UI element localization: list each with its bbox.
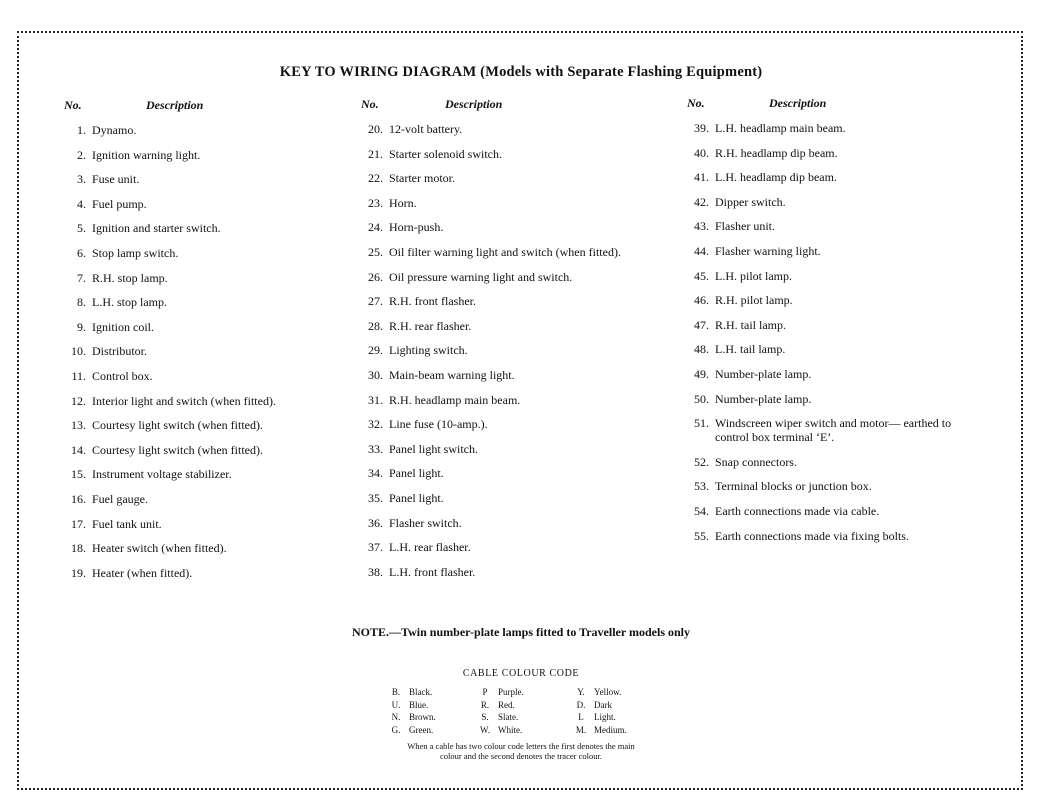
footnote-line-1: When a cable has two colour code letters the first denotes the main [407,741,635,751]
key-item-description: Courtesy light switch (when fitted). [92,418,263,433]
colour-code-name: Purple. [498,687,524,697]
column-header [687,96,987,116]
key-item-number: 19. [71,565,86,580]
key-list [361,122,681,579]
key-item-number: 9. [77,319,86,334]
key-item-number: 15. [71,467,86,482]
key-item [64,394,384,408]
key-item-number: 10. [71,344,86,359]
colour-code-letter: B. [391,687,401,697]
key-item-description: Distributor. [92,344,148,359]
colour-code-letter: L [578,712,584,722]
key-item-description: Instrument voltage stabilizer. [92,467,232,482]
key-item-description: Starter motor. [389,171,455,186]
key-item-description: Ignition and starter switch. [92,221,221,236]
key-item-number: 27. [368,294,383,309]
key-item [64,369,384,383]
key-item-description: Lighting switch. [389,343,468,358]
key-item-description: L.H. tail lamp. [715,342,786,357]
key-item [361,540,681,554]
key-item-number: 29. [368,343,383,358]
colour-code-letter: P [482,687,488,697]
key-item [64,172,384,186]
key-item-number: 37. [368,540,383,555]
key-item [687,146,987,160]
key-column-3 [687,96,987,553]
key-item-description: Panel light switch. [389,441,478,456]
key-item-number: 39. [694,121,709,135]
key-item-description: Number-plate lamp. [715,366,812,381]
key-item [361,245,681,259]
key-item-description: L.H. headlamp dip beam. [715,170,837,185]
key-item-description: R.H. headlamp main beam. [389,392,521,407]
key-item-description: Snap connectors. [715,454,797,469]
key-item-number: 4. [77,196,86,211]
key-item-description: L.H. rear flasher. [389,540,471,555]
key-item-description: Horn-push. [389,220,444,235]
footnote-line-2: colour and the second denotes the tracer colour. [440,751,602,761]
key-item [687,219,987,233]
colour-code-letter: N. [391,712,401,722]
key-item [64,295,384,309]
key-item-number: 11. [71,368,86,383]
page-title: KEY TO WIRING DIAGRAM (Models with Separate Flashing Equipment) [279,64,763,80]
key-item-number: 14. [71,442,86,457]
header-description: Description [769,96,827,110]
key-item-number: 28. [368,318,383,333]
key-item-description: Ignition warning light. [92,147,201,162]
key-item-number: 36. [368,515,383,530]
key-item-number: 41. [694,170,709,185]
key-item [687,293,987,307]
key-item [687,455,987,469]
key-item-number: 8. [77,295,86,310]
key-item [64,271,384,285]
key-item-number: 50. [694,391,709,406]
key-item-number: 42. [694,194,709,209]
key-item [687,195,987,209]
colour-code-name: Black. [409,687,433,697]
key-item [361,491,681,505]
colour-code-name: Light. [594,712,616,722]
key-item [64,320,384,334]
key-item-description: Fuse unit. [92,172,140,187]
key-item-description: Ignition coil. [92,319,154,334]
key-list [687,121,987,543]
column-header [64,98,384,118]
key-column-1 [64,98,384,590]
key-item-description: Fuel tank unit. [92,516,162,531]
key-item-number: 16. [71,491,86,506]
key-column-2 [361,97,681,589]
column-header [361,97,681,117]
key-item [64,517,384,531]
key-item-description: Panel light. [389,490,444,505]
key-item-description: Heater switch (when fitted). [92,541,227,556]
colour-code-name: Blue. [409,699,429,710]
key-item [361,343,681,357]
key-item-description: L.H. pilot lamp. [715,268,792,283]
key-item-description: Stop lamp switch. [92,245,179,260]
colour-code-letter: M. [575,724,587,735]
key-item [361,393,681,407]
key-item-number: 18. [71,541,86,556]
key-item-number: 48. [694,342,709,357]
key-item-number: 46. [694,293,709,308]
key-item-number: 7. [77,270,86,285]
key-item-description: 12-volt battery. [389,122,463,136]
key-item-number: 55. [694,528,709,543]
key-item-number: 38. [368,564,383,579]
key-item [64,246,384,260]
colour-code-name: Medium. [594,724,627,735]
key-item-description: R.H. front flasher. [389,294,476,309]
header-description: Description [445,97,503,111]
key-item-description: Courtesy light switch (when fitted). [92,442,263,457]
key-item [64,541,384,555]
key-item [687,367,987,381]
key-item-number: 47. [694,317,709,332]
key-item-description: L.H. stop lamp. [92,295,167,310]
header-no: No. [687,96,705,110]
key-item [361,171,681,185]
note: NOTE.—Twin number-plate lamps fitted to Traveller models only [352,625,690,639]
key-item-description: L.H. headlamp main beam. [715,121,846,135]
key-item [361,516,681,530]
key-item [64,344,384,358]
key-item-description: L.H. front flasher. [389,564,476,579]
key-item [361,270,681,284]
key-list [64,123,384,580]
key-item [361,122,681,136]
key-item-number: 35. [368,490,383,505]
key-item-description: Interior light and switch (when fitted). [92,393,276,408]
key-item-number: 33. [368,441,383,456]
key-item-number: 30. [368,367,383,382]
key-item-number: 22. [368,171,383,186]
key-item-number: 53. [694,479,709,494]
key-item [687,244,987,258]
colour-code-name: Dark [594,699,612,710]
key-item-description: Line fuse (10-amp.). [389,417,488,432]
key-item-description: Flasher warning light. [715,243,821,258]
key-item-description: Windscreen wiper switch and motor— earthed to control box terminal ‘E’. [715,416,952,445]
key-item [64,492,384,506]
key-item [687,416,987,444]
key-item [687,170,987,184]
key-item-number: 44. [694,243,709,258]
key-item-description: Fuel pump. [92,196,147,211]
colour-code-name: Red. [498,699,515,710]
cable-colour-code-title: CABLE COLOUR CODE [462,668,580,679]
key-item [687,121,987,135]
key-item-number: 49. [694,366,709,381]
key-item-number: 32. [368,417,383,432]
key-item-description: Terminal blocks or junction box. [715,479,872,494]
colour-code-letter: R. [480,699,490,710]
key-item [361,466,681,480]
key-item-description: Heater (when fitted). [92,565,193,580]
colour-code-letter: G. [391,724,401,735]
key-item [361,565,681,579]
key-item [361,220,681,234]
colour-code-letter: Y. [577,687,585,697]
key-item-number: 13. [71,418,86,433]
key-item-number: 23. [368,195,383,210]
key-item-number: 25. [368,244,383,259]
key-item-description: Earth connections made via cable. [715,503,880,518]
colour-code-letter: S. [481,712,489,722]
colour-code-name: Green. [409,724,434,735]
key-item-number: 26. [368,269,383,284]
key-item-number: 52. [694,454,709,469]
key-item [361,294,681,308]
key-item-number: 43. [694,219,709,234]
cable-code-footnote [0,741,1042,761]
key-item-number: 1. [77,123,86,137]
key-item [64,566,384,580]
key-item-description: R.H. tail lamp. [715,317,786,332]
key-item [64,123,384,137]
key-item-number: 2. [77,147,86,162]
key-item [361,196,681,210]
key-item [64,467,384,481]
key-item-description: R.H. headlamp dip beam. [715,145,838,160]
key-item-number: 17. [71,516,86,531]
key-item [687,342,987,356]
key-item [361,442,681,456]
key-item [64,418,384,432]
key-item-description: Starter solenoid switch. [389,146,502,161]
key-item [687,479,987,493]
key-item [64,443,384,457]
key-item-description: Main-beam warning light. [389,367,515,382]
cable-colour-code-table [0,686,1042,736]
key-item-number: 6. [77,245,86,260]
colour-code-name: Brown. [409,712,436,722]
colour-code-letter: W. [480,724,490,735]
key-item-description: Control box. [92,368,153,383]
key-item-description: Fuel gauge. [92,491,148,506]
key-item-number: 24. [368,220,383,235]
key-item-description: Horn. [389,195,417,210]
key-item-description: Earth connections made via fixing bolts. [715,528,909,543]
key-item-number: 5. [77,221,86,236]
key-item [64,221,384,235]
key-item-description: Dipper switch. [715,194,786,209]
key-item [64,148,384,162]
key-item-number: 12. [71,393,86,408]
key-item-description: R.H. stop lamp. [92,270,168,285]
key-item-description: Dynamo. [92,123,137,137]
key-item-description: Number-plate lamp. [715,391,812,406]
key-item [687,504,987,518]
colour-code-name: Yellow. [594,687,622,697]
key-item-description: Panel light. [389,466,444,481]
key-item-description: Flasher unit. [715,219,775,234]
key-item-description: Oil filter warning light and switch (when fitted). [389,244,621,259]
colour-code-letter: D. [576,699,586,710]
key-item [687,529,987,543]
key-item-description: R.H. pilot lamp. [715,293,793,308]
key-item [687,392,987,406]
key-item-number: 21. [368,146,383,161]
colour-code-letter: U. [391,699,401,710]
key-item [361,147,681,161]
key-item-number: 3. [77,172,86,187]
key-item-number: 45. [694,268,709,283]
key-item-number: 54. [694,503,709,518]
key-item-number: 51. [694,416,709,431]
header-description: Description [146,98,204,112]
key-item-number: 31. [368,392,383,407]
colour-code-name: Slate. [498,712,519,722]
key-item-number: 34. [368,466,383,481]
key-item [64,197,384,211]
header-no: No. [361,97,379,111]
colour-code-name: White. [498,724,523,735]
key-item-number: 20. [368,122,383,136]
key-item-description: R.H. rear flasher. [389,318,472,333]
key-item [361,417,681,431]
key-item [687,269,987,283]
key-item-description: Flasher switch. [389,515,462,530]
key-item [361,319,681,333]
header-no: No. [64,98,82,112]
key-item-number: 40. [694,145,709,160]
key-item [687,318,987,332]
key-item-description: Oil pressure warning light and switch. [389,269,573,284]
key-item [361,368,681,382]
